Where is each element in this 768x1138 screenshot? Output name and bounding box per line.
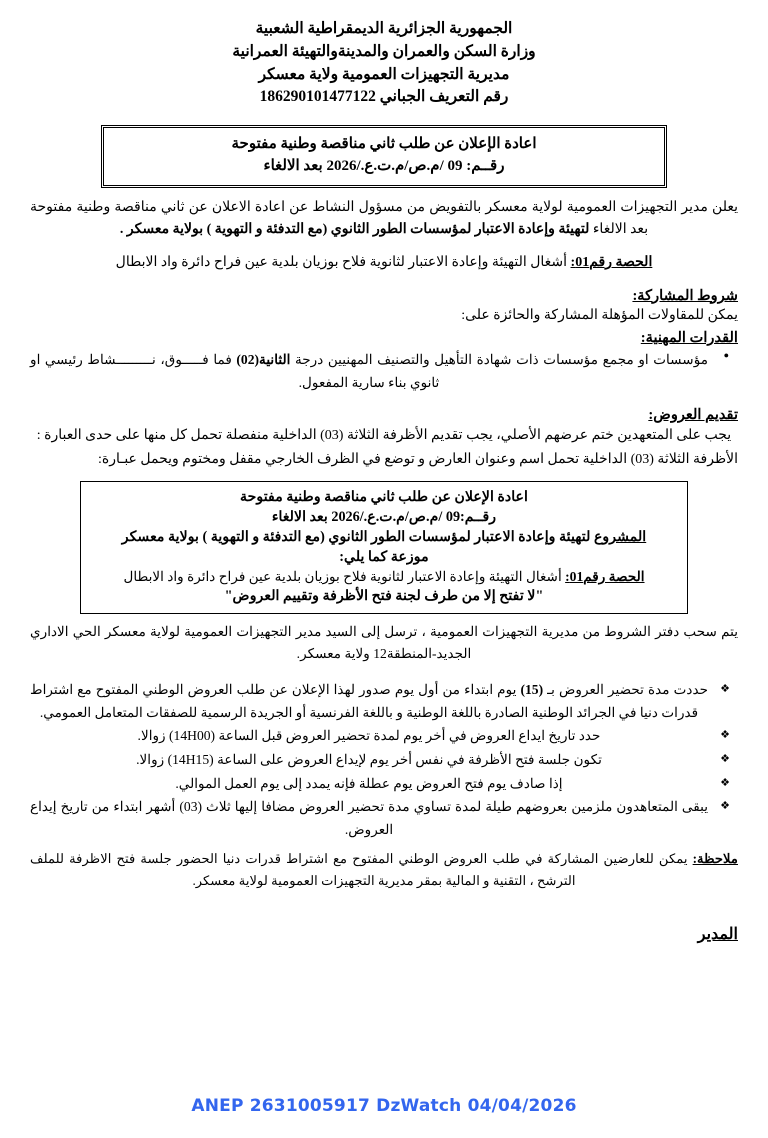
professional-capacities-heading: القدرات المهنية: — [640, 330, 738, 347]
anep-footer: ANEP 2631005917 DzWatch 04/04/2026 — [191, 1096, 577, 1116]
note-text: يمكن للعارضين المشاركة في طلب العروض الوطني المفتوح مع اشتراط قدرات دنيا الحضور جلسة فتح الاظرفة للملف الترشح ، التقنية و المالية بمقر مديرية التجهيزات العمومية لولاية معسكر. — [30, 851, 693, 888]
condition-3-before: إذا صادف يوم فتح العروض يوم عطلة فإنه يمدد إلى يوم العمل الموالي. — [175, 775, 563, 791]
envelope-line-3 — [91, 527, 677, 547]
list-item — [30, 349, 712, 394]
withdrawal-paragraph: يتم سحب دفتر الشروط من مديرية التجهيزات العمومية ، ترسل إلى السيد مدير التجهيزات العمومية لولاية معسكر الحي الاداري الجديد-المنطقة12 ولاية معسكر. — [30, 623, 738, 662]
envelope-project-label: المشروع — [593, 528, 647, 545]
intro-paragraph — [30, 197, 738, 242]
list-item — [30, 749, 712, 772]
intro-block — [30, 197, 738, 242]
envelope-lot-text: أشغال التهيئة وإعادة الاعتبار لثانوية فلاح بوزيان بلدية عين فراح دائرة واد الابطال — [123, 569, 566, 585]
envelope-marking-box — [80, 481, 688, 614]
participation-heading: شروط المشاركة: — [632, 287, 738, 304]
lot-paragraph — [30, 252, 738, 275]
document-header — [30, 18, 738, 109]
condition-0-before: حددت مدة تحضير العروض بـ — [543, 682, 708, 698]
note-paragraph — [30, 848, 738, 891]
list-item — [30, 679, 712, 724]
condition-4-before: يبقى المتعاهدون ملزمين بعروضهم طيلة لمدة تساوي مدة تحضير العروض مضافا إليها ثلاث (03) أشهر ابتداء من تاريخ إيداع العروض. — [30, 799, 708, 837]
offers-section — [30, 406, 738, 471]
capacity-grade: الثانية(02) — [236, 352, 291, 368]
announcement-title-line1: اعادة الإعلان عن طلب ثاني مناقصة وطنية مفتوحة — [231, 136, 537, 153]
envelope-line-4: موزعة كما يلي: — [339, 548, 429, 565]
offers-heading: تقديم العروض: — [648, 407, 738, 424]
capacity-text-after: فما فـــــوق، نـــــــــشاط رئيسي او ثانوي بناء سارية المفعول. — [30, 352, 440, 390]
header-line-ministry: وزارة السكن والعمران والمدينةوالتهيئة العمرانية — [232, 42, 536, 60]
header-line-republic: الجمهورية الجزائرية الديمقراطية الشعبية — [255, 20, 513, 37]
lot-block — [30, 252, 738, 275]
announcement-title-line2: رقــم: 09 /م.ص/م.ت.ع./2026 بعد الالغاء — [263, 157, 505, 174]
lot-text: أشغال التهيئة وإعادة الاعتبار لثانوية فلاح بوزيان بلدية عين فراح دائرة واد الابطال — [115, 254, 571, 270]
envelope-line-6: "لا تفتح إلا من طرف لجنة فتح الأظرفة وتقييم العروض" — [224, 588, 544, 605]
condition-0-bold: (15) — [520, 682, 544, 698]
list-item — [30, 725, 712, 748]
conditions-list — [30, 679, 738, 841]
list-item — [30, 773, 712, 796]
envelope-line-1: اعادة الإعلان عن طلب ثاني مناقصة وطنية مفتوحة — [240, 488, 528, 505]
participation-section — [30, 287, 738, 395]
offers-paragraph-1: يجب على المتعهدين ختم عرضهم الأصلي، يجب تقديم الأظرفة الثلاثة (03) الداخلية منفصلة تحمل كل منها على حدى العبارة : — [36, 428, 732, 444]
condition-1-before: حدد تاريخ ايداع العروض في أخر يوم لمدة تحضير العروض قبل الساعة (14H00) زوالا. — [137, 728, 601, 744]
offers-paragraph-2: الأظرفة الثلاثة (03) الداخلية تحمل اسم وعنوان العارض و توضع في الظرف الخارجي مقفل ومختوم ويحمل عبـارة: — [97, 451, 738, 467]
condition-2-before: تكون جلسة فتح الأظرفة في نفس أخر يوم لإيداع العروض على الساعة (14H15) زوالا. — [136, 751, 602, 767]
envelope-project-text: لتهيئة وإعادة الاعتبار لمؤسسات الطور الثانوي (مع التدفئة و التهوية ) بولاية معسكر — [121, 528, 594, 545]
lot-label: الحصة رقم01: — [570, 254, 653, 270]
participation-intro: يمكن للمقاولات المؤهلة المشاركة والحائزة على: — [461, 307, 738, 323]
capacity-text-before: مؤسسات او مجمع مؤسسات ذات شهادة التأهيل والتصنيف المهنيين درجة — [290, 352, 708, 368]
intro-bold-text: لتهيئة وإعادة الاعتبار لمؤسسات الطور الثانوي (مع التدفئة و التهوية ) بولاية معسكر . — [119, 222, 590, 238]
signature-block — [30, 904, 738, 944]
signature-title: المدير — [697, 926, 738, 944]
list-item — [30, 796, 712, 841]
envelope-line-5 — [91, 567, 677, 586]
envelope-line-2: رقــم:09 /م.ص/م.ت.ع./2026 بعد الالغاء — [271, 508, 497, 525]
header-line-tax-id: رقم التعريف الجباني 186290101477122 — [259, 88, 509, 106]
intro-normal-text: يعلن مدير التجهيزات العمومية لولاية معسكر بالتفويض من مسؤول النشاط عن اعادة الاعلان عن ثاني مناقصة وطنية مفتوحة بعد الالغاء — [30, 199, 738, 238]
envelope-lot-label: الحصة رقم01: — [565, 569, 645, 585]
professional-capacities-list — [30, 349, 738, 394]
note-label: ملاحظة: — [692, 851, 738, 867]
condition-0-after: يوم ابتداء من أول يوم صدور لهذا الإعلان عن طلب العروض الوطني المفتوح مع اشتراط قدرات دنيا في الجرائد الوطنية الصادرة باللغة الوطنية و باللغة الفرنسية أو الجريدة الرسمية للصفقات المتعامل العمومي. — [30, 682, 699, 720]
header-line-directorate: مديرية التجهيزات العمومية ولاية معسكر — [258, 65, 510, 83]
announcement-title-box — [101, 125, 667, 188]
